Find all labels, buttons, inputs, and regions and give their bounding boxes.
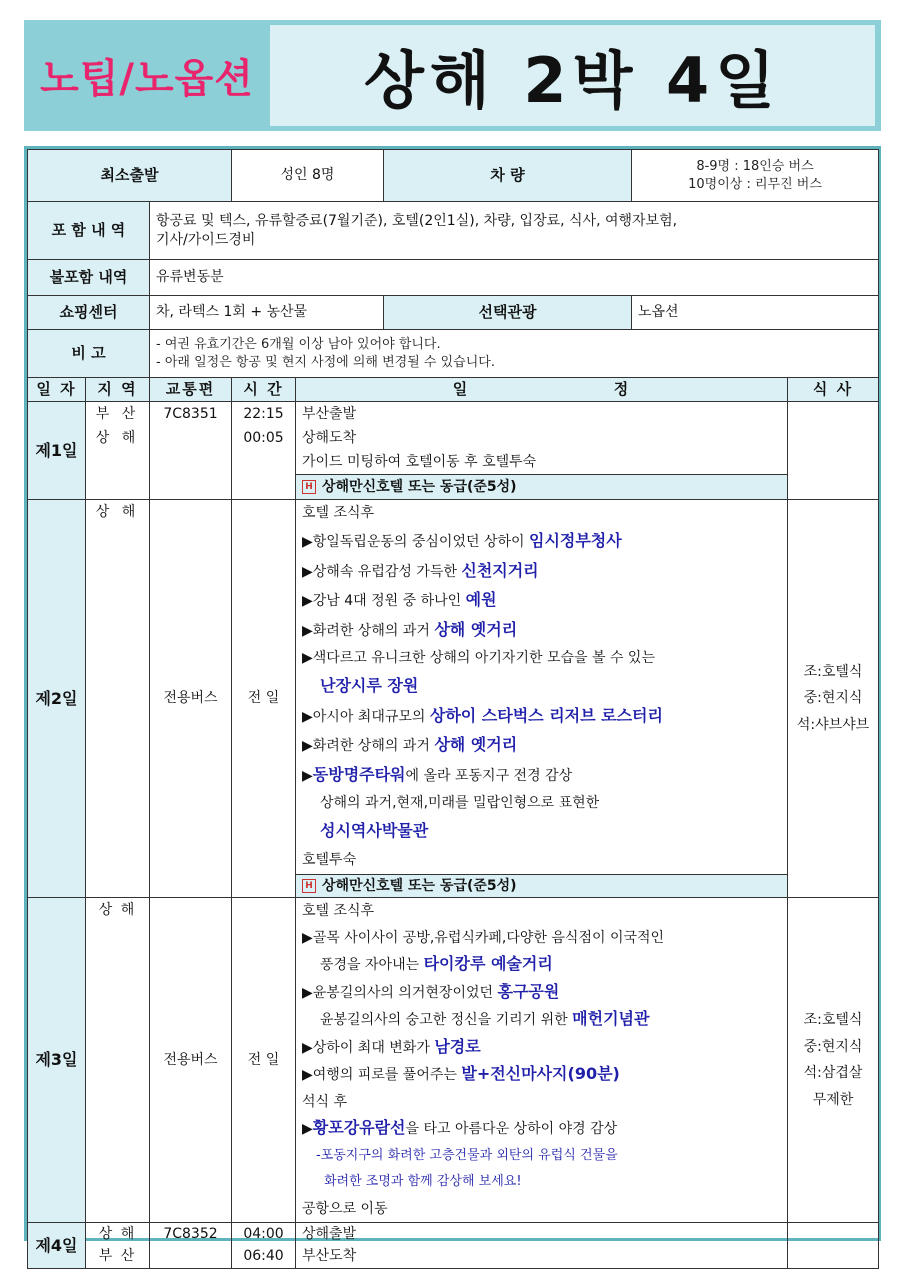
day1-region-2: 상 해 (95, 430, 140, 446)
itinerary-table (27, 149, 879, 1269)
day1-label: 제1일 (28, 402, 86, 500)
day2-line-9-text: 에 올라 포동지구 전경 감상 (405, 767, 573, 784)
day3-line-9-text: 을 타고 아름다운 상하이 야경 감상 (405, 1121, 618, 1138)
day1-line-1: 부산출발 (302, 406, 357, 422)
day2-line-5 (302, 616, 781, 645)
day4-time (232, 1223, 296, 1269)
day2-line-2 (302, 527, 781, 556)
included-label: 포 함 내 역 (28, 202, 150, 260)
day1-time-2: 00:05 (243, 430, 284, 446)
day2-line-8 (302, 731, 781, 760)
day4-time-2: 06:40 (243, 1248, 284, 1265)
day3-meal-breakfast: 조:호텔식 (803, 1012, 863, 1029)
day3-meal-dinner-note: 무제한 (812, 1091, 854, 1108)
col-meal: 식 사 (788, 378, 879, 402)
day2-line-4 (302, 586, 781, 615)
min-departure-value: 성인 8명 (232, 150, 384, 202)
highlight-nanxiang-garden: 난장시루 장원 (320, 676, 419, 696)
remarks-row (28, 330, 879, 378)
day4-line-1: 상해출발 (302, 1226, 357, 1243)
day1-flight: 7C8351 (150, 402, 232, 500)
day2-meal-lunch: 중:현지식 (803, 690, 863, 707)
day2-line-9-arrow: ▶ (302, 767, 313, 784)
highlight-nanjing-road: 남경로 (434, 1036, 481, 1056)
day2-line-5-text: ▶화려한 상해의 과거 (302, 622, 435, 639)
day3-line-9 (302, 1115, 781, 1143)
day3-line-4-text: ▶윤봉길의사의 의거현장이었던 (302, 984, 498, 1001)
min-departure-row (28, 150, 879, 202)
day1-schedule (296, 402, 788, 500)
day2-line-6b (302, 672, 781, 701)
day3-line-2: ▶골목 사이사이 공방,유럽식카페,다양한 음식점이 이국적인 (302, 929, 665, 946)
day1-time-1: 22:15 (243, 406, 284, 422)
day3-line-5 (302, 1006, 781, 1034)
day2-line-3 (302, 557, 781, 586)
vehicle-line-1: 8-9명 : 18인승 버스 (696, 158, 814, 174)
day3-line-10: -포동지구의 화려한 고층건물과 외탄의 유럽식 건물을 (316, 1147, 618, 1163)
day3-meal-lunch: 중:현지식 (803, 1038, 863, 1055)
vehicle-value (632, 150, 879, 202)
included-value (150, 202, 879, 260)
excluded-label: 불포함 내역 (28, 260, 150, 296)
day1-time (232, 402, 296, 500)
day2-meal (788, 500, 879, 898)
col-day: 일 자 (28, 378, 86, 402)
col-time: 시 간 (232, 378, 296, 402)
highlight-history-museum: 성시역사박물관 (320, 821, 429, 841)
excluded-value: 유류변동분 (150, 260, 879, 296)
hotel-icon: H (302, 879, 316, 893)
day3-line-7-text: ▶여행의 피로를 풀어주는 (302, 1067, 462, 1084)
day3-region: 상 해 (86, 898, 150, 1223)
highlight-massage: 발+전신마사지(90분) (461, 1064, 620, 1084)
day1-line-2: 상해도착 (302, 430, 357, 446)
day2-line-9 (302, 761, 781, 790)
included-row (28, 202, 879, 260)
remarks-value (150, 330, 879, 378)
header-banner (24, 20, 881, 131)
day2-line-3-text: ▶상해속 유럽감성 가득한 (302, 563, 462, 580)
day2-line-6: ▶색다르고 유니크한 상해의 아기자기한 모습을 볼 수 있는 (302, 650, 655, 667)
remarks-label: 비 고 (28, 330, 150, 378)
day3-time: 전 일 (232, 898, 296, 1223)
day2-line-7 (302, 702, 781, 731)
day3-line-1: 호텔 조식후 (302, 903, 375, 920)
day3-line-7 (302, 1061, 781, 1089)
day2-hotel-name: 상해만신호텔 또는 동급(준5성) (322, 878, 517, 895)
highlight-old-street: 상해 옛거리 (434, 619, 518, 639)
highlight-oriental-pearl: 동방명주타워 (312, 764, 406, 784)
day3-line-5-text: 윤봉길의사의 숭고한 정신을 기리기 위한 (320, 1012, 573, 1029)
day2-meal-breakfast: 조:호텔식 (803, 663, 863, 680)
optional-tour-value: 노옵션 (632, 296, 879, 330)
highlight-maeheon-memorial: 매헌기념관 (572, 1009, 650, 1029)
day3-line-4 (302, 979, 781, 1007)
day2-line-4-text: ▶강남 4대 정원 중 하나인 (302, 593, 466, 610)
vehicle-line-2: 10명이상 : 리무진 버스 (688, 176, 822, 192)
shopping-label: 쇼핑센터 (28, 296, 150, 330)
day1-hotel-name: 상해만신호텔 또는 동급(준5성) (322, 479, 517, 495)
day3-line-8: 석식 후 (302, 1093, 348, 1110)
highlight-yuyuan: 예원 (465, 590, 497, 610)
day4-line-2: 부산도착 (302, 1248, 357, 1265)
col-transport: 교통편 (150, 378, 232, 402)
day2-time: 전 일 (232, 500, 296, 898)
highlight-starbucks-reserve: 상하이 스타벅스 리저브 로스터리 (429, 705, 663, 725)
col-schedule: 일 정 (296, 378, 788, 402)
day1-row (28, 402, 879, 500)
day1-region-1: 부 산 (95, 406, 140, 422)
day3-line-3-text: 풍경을 자아내는 (320, 957, 424, 974)
day4-region (86, 1223, 150, 1269)
day3-row (28, 898, 879, 1223)
day3-meal-dinner: 석:삼겹살 (803, 1065, 863, 1082)
day3-label: 제3일 (28, 898, 86, 1223)
day2-schedule (296, 500, 788, 898)
vehicle-label: 차 량 (384, 150, 632, 202)
optional-tour-label: 선택관광 (384, 296, 632, 330)
day3-line-6 (302, 1034, 781, 1062)
day1-hotel (296, 474, 787, 499)
day3-line-11: 화려한 조명과 함께 감상해 보세요! (324, 1174, 522, 1190)
day1-meal (788, 402, 879, 500)
day2-region: 상 해 (86, 500, 150, 898)
day4-meal (788, 1223, 879, 1269)
day2-line-12: 호텔투숙 (302, 851, 357, 868)
day2-label: 제2일 (28, 500, 86, 898)
remarks-line-2: - 아래 일정은 항공 및 현지 사정에 의해 변경될 수 있습니다. (156, 354, 495, 370)
col-region: 지 역 (86, 378, 150, 402)
day3-line-9-arrow: ▶ (302, 1121, 313, 1138)
remarks-line-1: - 여권 유효기간은 6개월 이상 남아 있어야 합니다. (156, 336, 441, 352)
day2-line-1: 호텔 조식후 (302, 505, 375, 521)
day2-meal-dinner: 석:샤브샤브 (796, 716, 870, 733)
day4-region-1: 상 해 (98, 1226, 137, 1243)
day3-schedule (296, 898, 788, 1223)
highlight-provisional-government: 임시정부청사 (528, 531, 622, 551)
hotel-icon: H (302, 480, 316, 494)
shopping-value: 차, 라텍스 1회 + 농산물 (150, 296, 384, 330)
included-line-2: 기사/가이드경비 (156, 231, 256, 248)
day1-region (86, 402, 150, 500)
day3-transport: 전용버스 (150, 898, 232, 1223)
day2-line-2-text: ▶항일독립운동의 중심이었던 상하이 (302, 534, 529, 551)
day2-line-10: 상해의 과거,현재,미래를 밀랍인형으로 표현한 (320, 795, 600, 812)
day4-label: 제4일 (28, 1223, 86, 1269)
day2-row (28, 500, 879, 898)
no-tip-no-option-badge: 노팁/노옵션 (40, 56, 254, 102)
day4-flight: 7C8352 (150, 1223, 232, 1269)
day4-schedule (296, 1223, 788, 1269)
tour-title: 상해 2박 4일 (270, 25, 875, 126)
excluded-row (28, 260, 879, 296)
day3-line-12: 공항으로 이동 (302, 1200, 388, 1217)
day1-line-3: 가이드 미팅하여 호텔이동 후 호텔투숙 (302, 454, 537, 470)
highlight-huangpu-cruise: 황포강유람선 (312, 1118, 406, 1138)
day2-transport: 전용버스 (150, 500, 232, 898)
day3-meal (788, 898, 879, 1223)
day2-hotel (296, 874, 787, 897)
day2-line-8-text: ▶화려한 상해의 과거 (302, 738, 435, 755)
included-line-1: 항공료 및 텍스, 유류할증료(7월기준), 호텔(2인1실), 차량, 입장료, 식사, 여행자보험, (156, 212, 678, 229)
shopping-row (28, 296, 879, 330)
highlight-hongkou-park: 홍구공원 (497, 981, 560, 1001)
day4-time-1: 04:00 (243, 1226, 284, 1243)
day3-line-6-text: ▶상하이 최대 변화가 (302, 1039, 435, 1056)
highlight-old-street-2: 상해 옛거리 (434, 735, 518, 755)
column-header-row (28, 378, 879, 402)
day2-line-7-text: ▶아시아 최대규모의 (302, 708, 430, 725)
day4-region-2: 부 산 (98, 1248, 137, 1265)
highlight-xintiandi: 신천지거리 (461, 560, 539, 580)
min-departure-label: 최소출발 (28, 150, 232, 202)
day3-line-3 (302, 951, 781, 979)
highlight-tianzifang: 타이캉루 예술거리 (423, 954, 553, 974)
day2-line-11 (302, 817, 781, 846)
day4-row (28, 1223, 879, 1269)
